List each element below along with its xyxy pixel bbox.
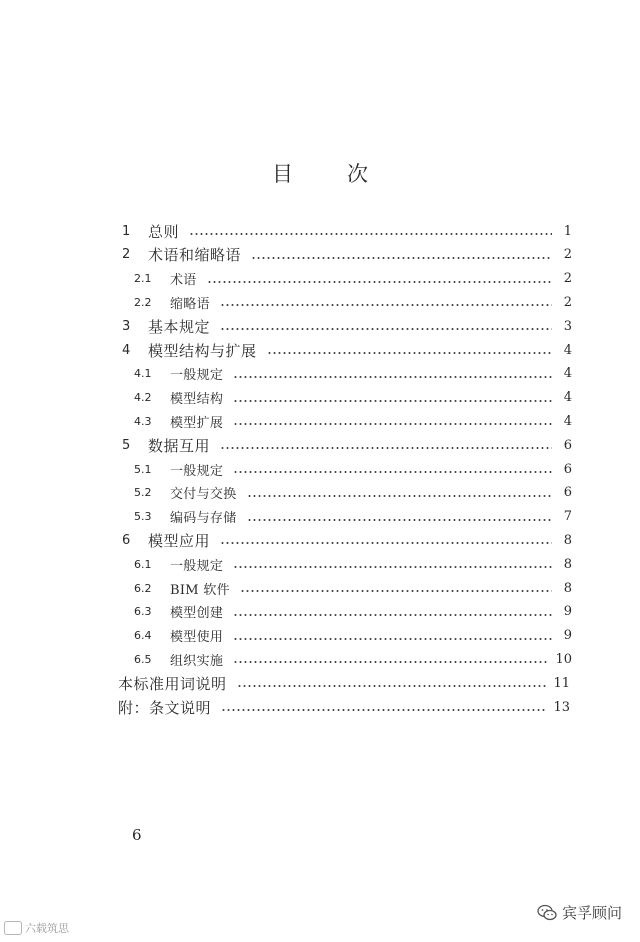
toc-subentry	[120, 648, 572, 670]
toc-entry	[120, 339, 572, 361]
toc-entry-page: 8	[563, 556, 572, 572]
toc-entry-page: 9	[563, 628, 572, 644]
toc-entry-label: 术语和缩略语	[148, 246, 242, 265]
toc-entry-number: 6.4	[134, 629, 152, 643]
toc-entry-page: 2	[563, 294, 572, 310]
toc-entry	[120, 434, 572, 456]
toc-entry-number: 5.3	[134, 510, 152, 524]
toc-subentry	[120, 506, 572, 528]
dot-leader	[233, 400, 552, 402]
toc-entry-page: 4	[563, 413, 572, 429]
dot-leader	[247, 495, 552, 497]
toc-entry-page: 4	[563, 342, 572, 358]
toc-entry-number: 6.2	[134, 581, 152, 595]
dot-leader	[233, 566, 552, 568]
toc-subentry	[120, 363, 572, 385]
toc-entry-page: 10	[555, 651, 572, 667]
toc-entry	[120, 220, 572, 242]
dot-leader	[189, 233, 552, 235]
toc-entry-label: 术语	[170, 273, 197, 289]
toc-entry-label: 模型应用	[148, 531, 211, 550]
toc-entry-page: 6	[563, 485, 572, 501]
toc-entry-label: 一般规定	[170, 463, 224, 479]
toc-entry-number: 6.3	[134, 605, 152, 619]
dot-leader	[233, 423, 552, 425]
toc-entry	[120, 315, 572, 337]
toc-subentry	[120, 625, 572, 647]
toc-entry-number: 1	[122, 223, 131, 239]
toc-subentry	[120, 577, 572, 599]
dot-leader	[233, 376, 552, 378]
toc-title-left: 目	[272, 162, 293, 186]
toc-entry-label: 一般规定	[170, 558, 224, 574]
toc-entry	[118, 696, 570, 718]
toc-entry-label: 缩略语	[170, 296, 210, 312]
dot-leader	[267, 352, 552, 354]
dot-leader	[247, 519, 552, 521]
dot-leader	[220, 447, 552, 449]
dot-leader	[237, 685, 548, 687]
toc-entry-number: 5	[122, 437, 131, 453]
dot-leader	[233, 638, 552, 640]
toc-entry-label: 交付与交换	[170, 487, 237, 503]
toc-entry	[120, 244, 572, 266]
toc-entry-page: 2	[563, 271, 572, 287]
dot-leader	[233, 471, 552, 473]
dot-leader	[240, 590, 552, 592]
watermark-left-text: 六载筑思	[25, 922, 69, 935]
toc-entry-number: 6.5	[134, 652, 152, 666]
toc-entry-label: 数据互用	[148, 436, 211, 455]
toc-entry-label: 模型扩展	[170, 415, 224, 431]
toc-entry-page: 13	[553, 699, 570, 715]
dot-leader	[233, 661, 549, 663]
dot-leader	[207, 281, 552, 283]
toc-subentry	[120, 387, 572, 409]
toc-entry-number: 5.1	[134, 462, 152, 476]
toc-entry-number: 2	[122, 247, 131, 263]
toc-entry-number: 2.1	[134, 272, 152, 286]
toc-entry-number: 4.3	[134, 414, 152, 428]
toc-title-right: 次	[347, 162, 368, 186]
toc-entry-label: 一般规定	[170, 368, 224, 384]
toc-entry-number: 6	[122, 532, 131, 548]
watermark-right	[537, 902, 622, 923]
toc-entry	[118, 672, 570, 694]
toc-entry-page: 1	[563, 223, 572, 239]
toc-entry-number: 2.2	[134, 295, 152, 309]
toc-entry-label: 模型结构与扩展	[148, 341, 257, 360]
toc-entry-page: 6	[563, 437, 572, 453]
toc-entry	[120, 529, 572, 551]
toc-entry-page: 4	[563, 366, 572, 382]
toc-entry-label: 组织实施	[170, 653, 224, 669]
toc-entry-page: 9	[563, 604, 572, 620]
dot-leader	[221, 709, 547, 711]
toc-entry-label: 总则	[148, 222, 180, 241]
toc-subentry	[120, 553, 572, 575]
toc-subentry	[120, 291, 572, 313]
toc-subentry	[120, 458, 572, 480]
toc-subentry	[120, 268, 572, 290]
toc-entry-number: 6.1	[134, 557, 152, 571]
toc-subentry	[120, 601, 572, 623]
page-number: 6	[132, 826, 142, 844]
toc-entry-label: 基本规定	[148, 317, 211, 336]
toc-entry-page: 6	[563, 461, 572, 477]
toc-title	[0, 158, 640, 188]
toc-entry-number: 3	[122, 318, 131, 334]
toc-entry-label: BIM 软件	[170, 582, 230, 598]
toc-subentry	[120, 482, 572, 504]
toc-entry-page: 8	[563, 532, 572, 548]
toc-entry-page: 4	[563, 390, 572, 406]
toc-entry-label: 模型创建	[170, 606, 224, 622]
dot-leader	[220, 304, 552, 306]
toc-entry-number: 4	[122, 342, 131, 358]
toc-entry-label: 模型结构	[170, 392, 224, 408]
toc-subentry	[120, 410, 572, 432]
dot-leader	[251, 257, 552, 259]
toc-entry-page: 8	[563, 580, 572, 596]
toc-entry-label: 附：条文说明	[118, 698, 212, 717]
toc-entry-number: 4.2	[134, 391, 152, 405]
watermark-right-text: 宾孚顾问	[561, 904, 622, 922]
toc-entry-label: 编码与存储	[170, 511, 237, 527]
toc-entry-page: 7	[563, 509, 572, 525]
dot-leader	[220, 328, 552, 330]
toc-entry-page: 3	[563, 318, 572, 334]
dot-leader	[233, 614, 552, 616]
wechat-icon	[537, 904, 557, 922]
toc-entry-number: 5.2	[134, 486, 152, 500]
watermark-logo-icon	[4, 921, 22, 935]
toc-entry-page: 11	[553, 675, 570, 691]
toc-entry-label: 本标准用词说明	[118, 674, 227, 693]
toc-entry-number: 4.1	[134, 367, 152, 381]
watermark-left	[4, 920, 69, 936]
toc-entry-page: 2	[563, 247, 572, 263]
dot-leader	[220, 542, 552, 544]
toc-entry-label: 模型使用	[170, 630, 224, 646]
